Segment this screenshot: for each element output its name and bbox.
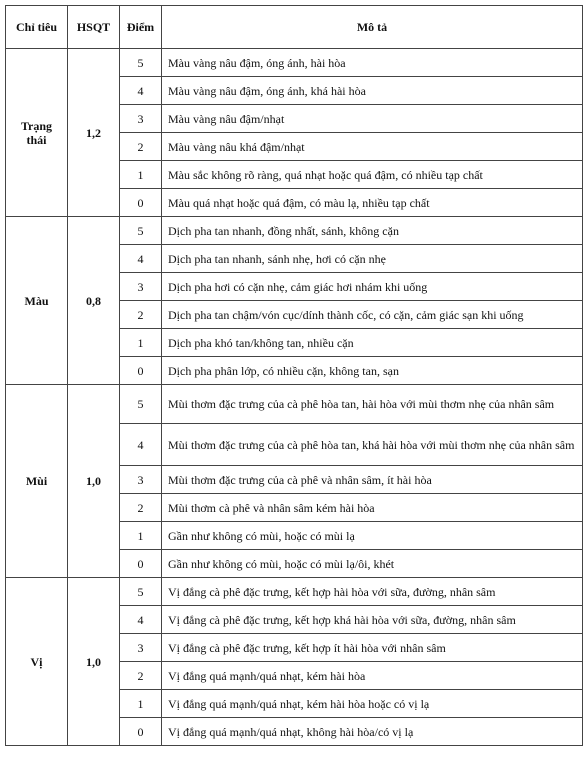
score-cell: 2 — [120, 301, 162, 329]
description-cell: Màu vàng nâu đậm, óng ánh, hài hòa — [162, 49, 583, 77]
coefficient-cell: 1,0 — [68, 385, 120, 578]
header-score: Điểm — [120, 6, 162, 49]
score-cell: 2 — [120, 662, 162, 690]
description-cell: Dịch pha khó tan/không tan, nhiều cặn — [162, 329, 583, 357]
header-description: Mô tả — [162, 6, 583, 49]
description-cell: Gần như không có mùi, hoặc có mùi lạ/ôi, khét — [162, 550, 583, 578]
score-cell: 4 — [120, 77, 162, 105]
score-cell: 0 — [120, 189, 162, 217]
description-cell: Dịch pha tan nhanh, sánh nhẹ, hơi có cặn nhẹ — [162, 245, 583, 273]
criteria-cell: Màu — [6, 217, 68, 385]
score-cell: 1 — [120, 161, 162, 189]
score-cell: 0 — [120, 550, 162, 578]
score-cell: 3 — [120, 273, 162, 301]
sensory-evaluation-table — [5, 5, 583, 746]
score-cell: 5 — [120, 385, 162, 424]
table-row — [6, 385, 583, 424]
score-cell: 5 — [120, 578, 162, 606]
description-cell: Dịch pha tan nhanh, đồng nhất, sánh, không cặn — [162, 217, 583, 245]
description-cell: Màu quá nhạt hoặc quá đậm, có màu lạ, nhiều tạp chất — [162, 189, 583, 217]
coefficient-cell: 1,2 — [68, 49, 120, 217]
description-cell: Mùi thơm đặc trưng của cà phê và nhân sâm, ít hài hòa — [162, 466, 583, 494]
score-cell: 5 — [120, 217, 162, 245]
description-cell: Gần như không có mùi, hoặc có mùi lạ — [162, 522, 583, 550]
description-cell: Vị đắng quá mạnh/quá nhạt, kém hài hòa hoặc có vị lạ — [162, 690, 583, 718]
table-row — [6, 217, 583, 245]
description-cell: Mùi thơm đặc trưng của cà phê hòa tan, hài hòa với mùi thơm nhẹ của nhân sâm — [162, 385, 583, 424]
score-cell: 2 — [120, 494, 162, 522]
score-cell: 0 — [120, 718, 162, 746]
criteria-cell: Trạng thái — [6, 49, 68, 217]
score-cell: 1 — [120, 329, 162, 357]
criteria-cell: Mùi — [6, 385, 68, 578]
description-cell: Dịch pha hơi có cặn nhẹ, cảm giác hơi nhám khi uống — [162, 273, 583, 301]
description-cell: Màu sắc không rõ ràng, quá nhạt hoặc quá đậm, có nhiều tạp chất — [162, 161, 583, 189]
description-cell: Màu vàng nâu đậm, óng ánh, khá hài hòa — [162, 77, 583, 105]
description-cell: Mùi thơm đặc trưng của cà phê hòa tan, khá hài hòa với mùi thơm nhẹ của nhân sâm — [162, 424, 583, 466]
description-cell: Mùi thơm cà phê và nhân sâm kém hài hòa — [162, 494, 583, 522]
score-cell: 5 — [120, 49, 162, 77]
header-coefficient: HSQT — [68, 6, 120, 49]
score-cell: 0 — [120, 357, 162, 385]
score-cell: 1 — [120, 522, 162, 550]
score-cell: 3 — [120, 466, 162, 494]
score-cell: 3 — [120, 105, 162, 133]
header-criteria: Chỉ tiêu — [6, 6, 68, 49]
score-cell: 2 — [120, 133, 162, 161]
table-row — [6, 49, 583, 77]
score-cell: 3 — [120, 634, 162, 662]
coefficient-cell: 0,8 — [68, 217, 120, 385]
table-header-row — [6, 6, 583, 49]
description-cell: Màu vàng nâu đậm/nhạt — [162, 105, 583, 133]
description-cell: Dịch pha tan chậm/vón cục/dính thành cốc, có cặn, cảm giác sạn khi uống — [162, 301, 583, 329]
coefficient-cell: 1,0 — [68, 578, 120, 746]
table-body — [6, 49, 583, 746]
description-cell: Vị đắng cà phê đặc trưng, kết hợp ít hài hòa với nhân sâm — [162, 634, 583, 662]
description-cell: Vị đắng quá mạnh/quá nhạt, kém hài hòa — [162, 662, 583, 690]
description-cell: Vị đắng cà phê đặc trưng, kết hợp hài hòa với sữa, đường, nhân sâm — [162, 578, 583, 606]
description-cell: Màu vàng nâu khá đậm/nhạt — [162, 133, 583, 161]
description-cell: Vị đắng cà phê đặc trưng, kết hợp khá hài hòa với sữa, đường, nhân sâm — [162, 606, 583, 634]
score-cell: 4 — [120, 424, 162, 466]
table-row — [6, 578, 583, 606]
score-cell: 4 — [120, 245, 162, 273]
description-cell: Vị đắng quá mạnh/quá nhạt, không hài hòa/có vị lạ — [162, 718, 583, 746]
criteria-cell: Vị — [6, 578, 68, 746]
evaluation-table-container — [5, 5, 583, 746]
description-cell: Dịch pha phân lớp, có nhiều cặn, không tan, sạn — [162, 357, 583, 385]
score-cell: 4 — [120, 606, 162, 634]
score-cell: 1 — [120, 690, 162, 718]
